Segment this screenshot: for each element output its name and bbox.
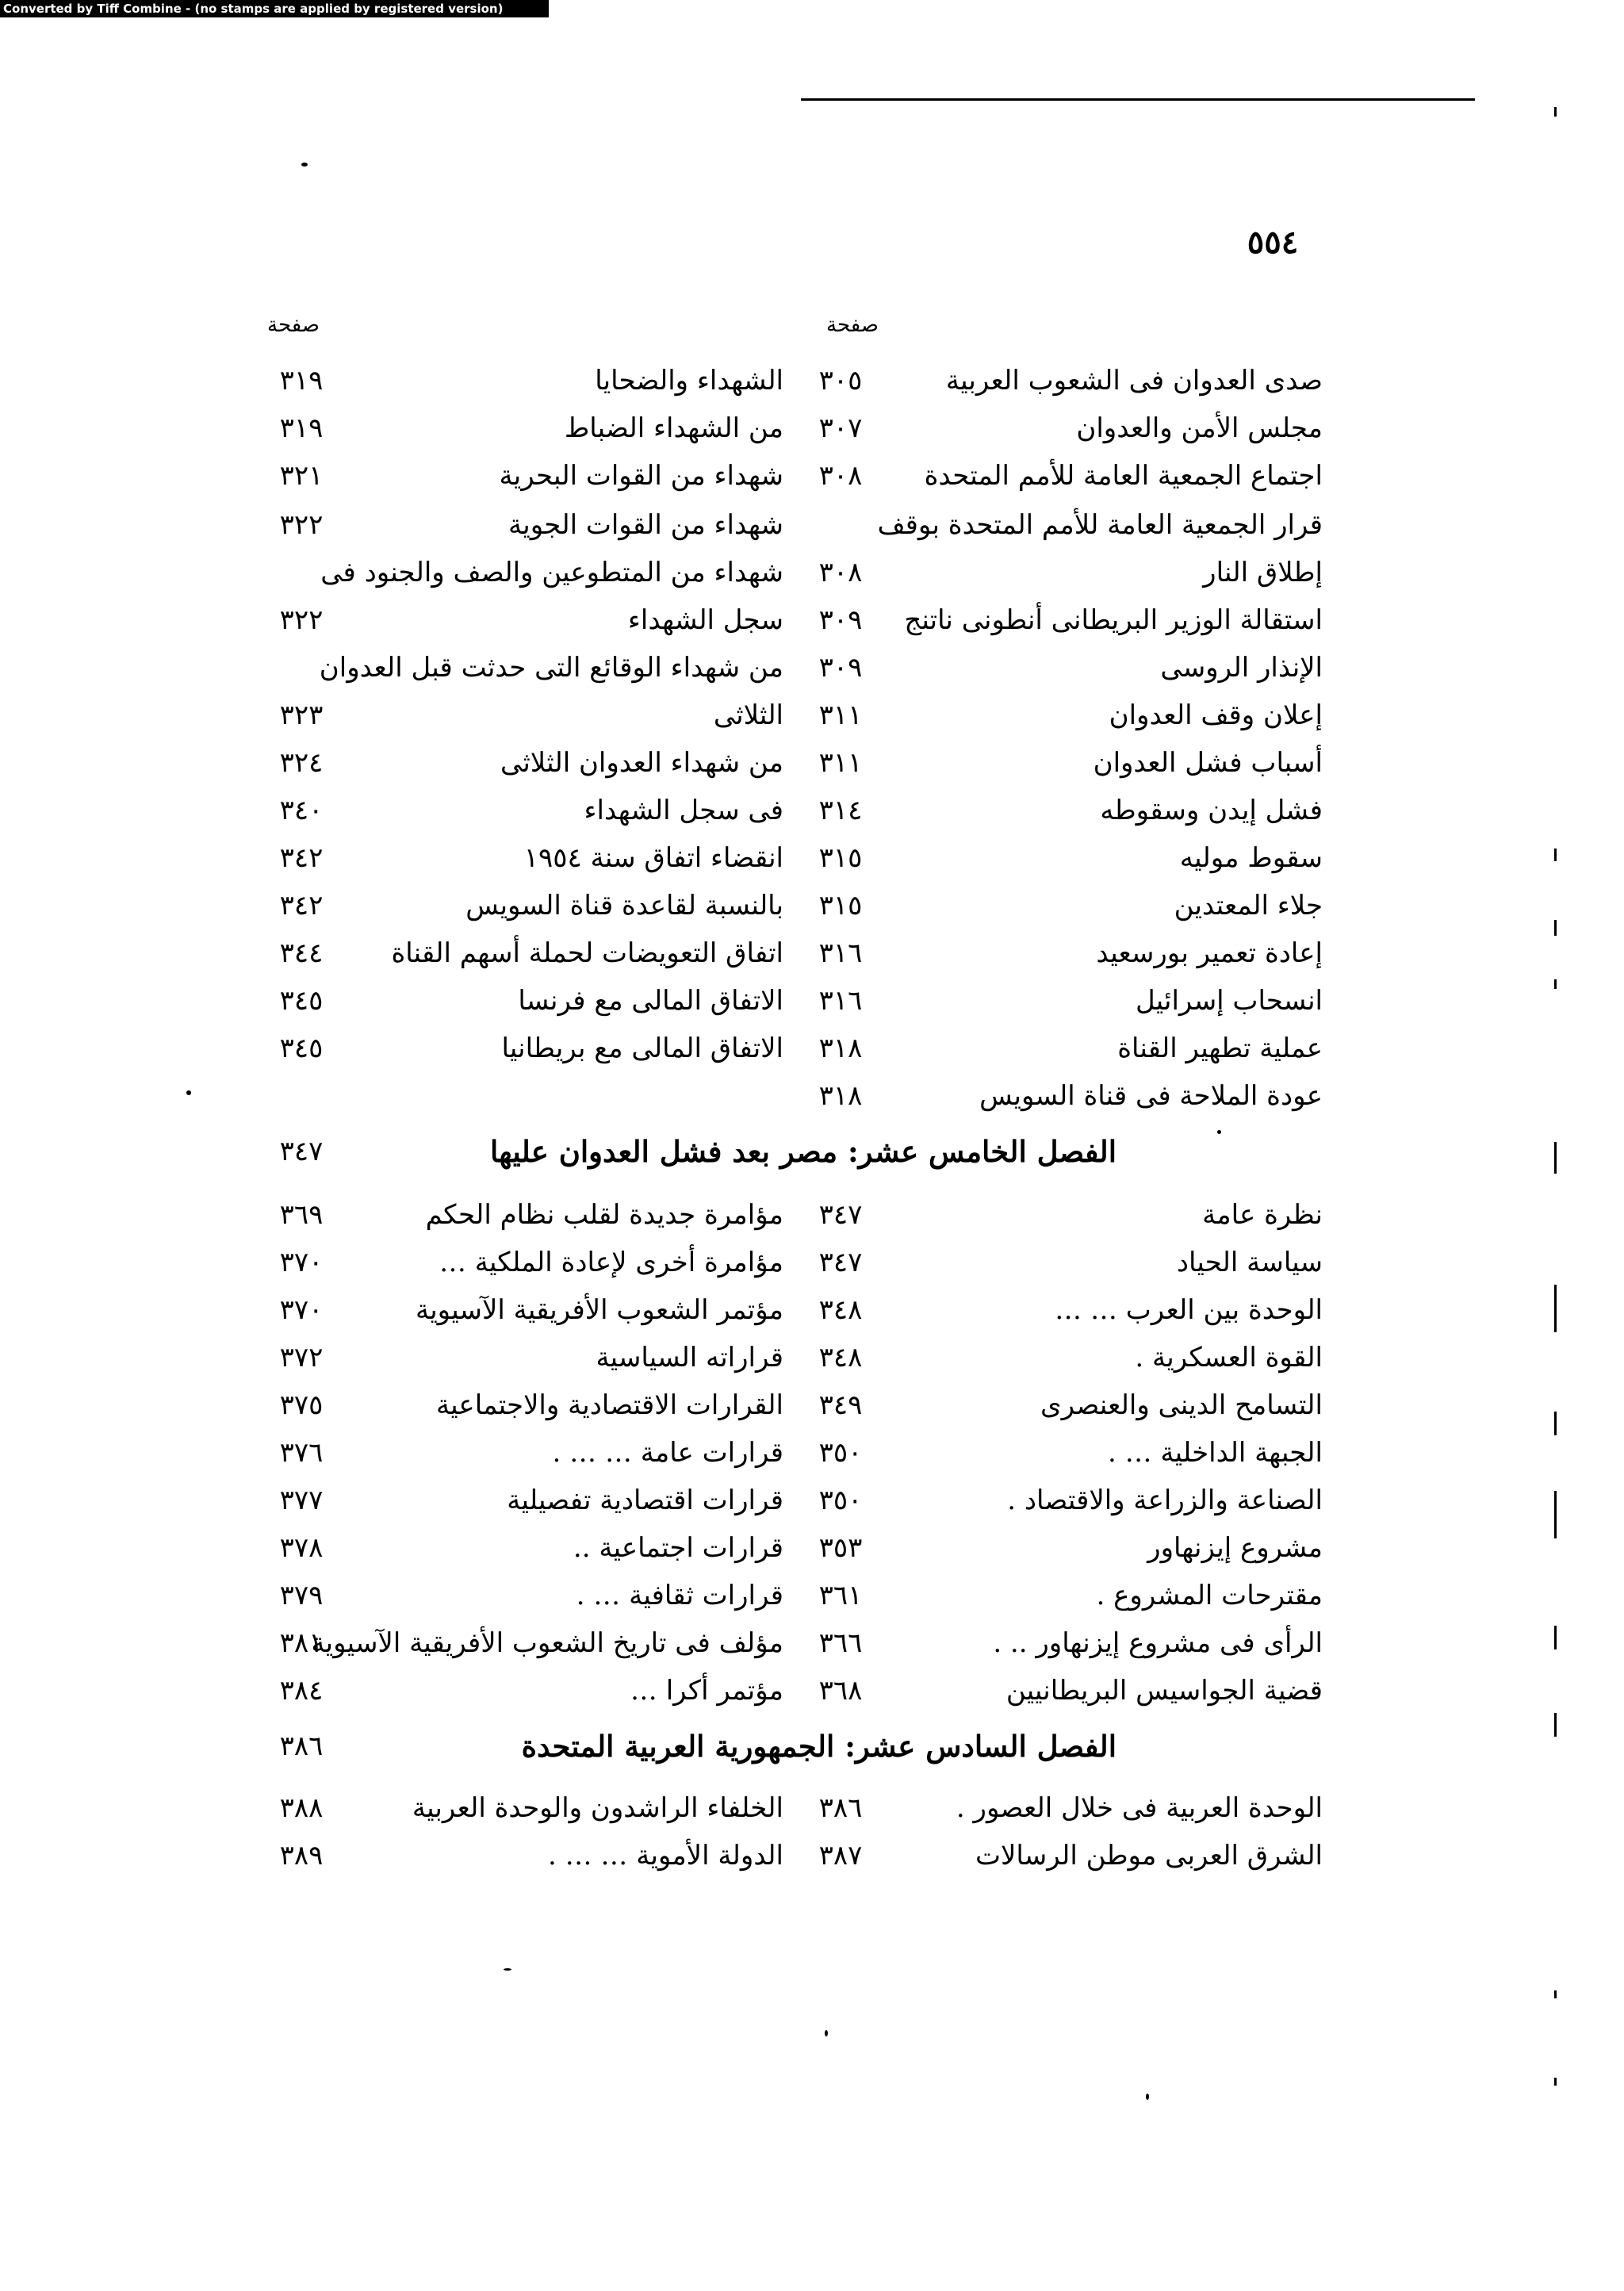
toc-row [0, 787, 1624, 834]
toc-entry-page: ٣٠٨ [818, 557, 863, 588]
toc-entry-title: إعلان وقف العدوان [1109, 699, 1323, 731]
toc-entry-page: ٣١٩ [279, 412, 324, 444]
toc-entry-page: ٣٤٢ [279, 842, 324, 874]
toc-entry-title: إطلاق النار [1203, 557, 1323, 588]
toc-entry-title: القوة العسكرية . [1135, 1342, 1323, 1373]
toc-entry-title: شهداء من المتطوعين والصف والجنود فى [320, 557, 783, 588]
toc-entry-page: ٣٧٢ [279, 1342, 324, 1373]
toc-entry-title: الإنذار الروسى [1160, 652, 1323, 684]
toc-entry-title: جلاء المعتدين [1174, 890, 1323, 921]
toc-entry-title: قضية الجواسيس البريطانيين [1005, 1675, 1323, 1707]
edge-mark [1554, 2078, 1557, 2086]
toc-entry-title: قرارات اقتصادية تفصيلية [507, 1485, 783, 1516]
toc-row [0, 1572, 1624, 1619]
chapter-page: ٣٤٧ [279, 1136, 324, 1167]
toc-entry-title: من شهداء الوقائع التى حدثت قبل العدوان [319, 652, 783, 684]
left-column-page-header: صفحة [267, 313, 320, 337]
toc-entry-title: الاتفاق المالى مع بريطانيا [501, 1032, 783, 1064]
toc-entry-page: ٣٧٧ [279, 1485, 324, 1516]
toc-entry-title: قرارات اجتماعية .. [573, 1532, 783, 1564]
toc-entry-page: ٣٥٣ [818, 1532, 863, 1564]
toc-entry-page: ٣٦٨ [818, 1675, 863, 1707]
toc-entry-page: ٣٨٨ [279, 1792, 324, 1824]
toc-entry-page: ٣٤٤ [279, 937, 324, 969]
toc-entry-page: ٣٥٠ [818, 1485, 863, 1516]
toc-entry-page: ٣٧٦ [279, 1437, 324, 1469]
toc-entry-page: ٣٨٤ [279, 1675, 324, 1707]
toc-entry-title: بالنسبة لقاعدة قناة السويس [465, 890, 783, 921]
toc-entry-page: ٣٦٦ [818, 1627, 863, 1659]
toc-row [0, 1477, 1624, 1524]
toc-entry-title: اتفاق التعويضات لحملة أسهم القناة [391, 937, 783, 969]
toc-entry-page: ٣٨٩ [279, 1840, 324, 1871]
header-rule [801, 98, 1475, 101]
edge-mark [1554, 1412, 1557, 1435]
toc-entry-title: سقوط موليه [1179, 842, 1323, 874]
toc-entry-title: مقترحات المشروع . [1096, 1580, 1323, 1611]
toc-row [0, 549, 1624, 596]
toc-entry-page: ٣٠٥ [818, 365, 863, 397]
scan-speck [825, 2030, 828, 2036]
toc-entry-page: ٣١٥ [818, 890, 863, 921]
toc-entry-title: من شهداء العدوان الثلاثى [500, 747, 783, 779]
toc-row [0, 596, 1624, 644]
toc-entry-title: استقالة الوزير البريطانى أنطونى ناتنج [904, 604, 1323, 636]
toc-entry-page: ٣٧٨ [279, 1532, 324, 1564]
toc-entry-page: ٣٤٢ [279, 890, 324, 921]
chapter-title: الفصل السادس عشر: الجمهورية العربية المتحدة [521, 1729, 1116, 1764]
toc-entry-title: الوحدة العربية فى خلال العصور . [956, 1792, 1323, 1824]
toc-entry-page: ٣١٦ [818, 937, 863, 969]
toc-entry-title: الرأى فى مشروع إيزنهاور .. . [993, 1627, 1323, 1659]
toc-entry-title: الصناعة والزراعة والاقتصاد . [1007, 1485, 1323, 1516]
toc-entry-title: أسباب فشل العدوان [1093, 747, 1323, 779]
toc-entry-title: شهداء من القوات البحرية [499, 460, 783, 492]
toc-row [0, 1619, 1624, 1667]
toc-entry-page: ٣١٩ [279, 365, 324, 397]
toc-entry-page: ٣١١ [818, 699, 863, 731]
scan-speck [1146, 2094, 1149, 2100]
toc-entry-title: مؤامرة جديدة لقلب نظام الحكم [425, 1199, 783, 1231]
right-column-page-header: صفحة [826, 313, 879, 337]
toc-entry-title: اجتماع الجمعية العامة للأمم المتحدة [924, 460, 1323, 492]
scan-speck [301, 163, 308, 167]
toc-row [0, 1524, 1624, 1572]
toc-entry-title: انسحاب إسرائيل [1136, 985, 1323, 1017]
toc-entry-title: الشهداء والضحايا [595, 365, 783, 397]
chapter-heading [0, 1126, 1624, 1177]
toc-entry-title: صدى العدوان فى الشعوب العربية [945, 365, 1323, 397]
toc-row [0, 404, 1624, 452]
chapter-title: الفصل الخامس عشر: مصر بعد فشل العدوان عليها [490, 1134, 1116, 1169]
toc-row [0, 501, 1624, 549]
toc-entry-title: مؤامرة أخرى لإعادة الملكية … [439, 1247, 783, 1278]
edge-mark [1554, 849, 1557, 861]
toc-entry-page: ٣٢٤ [279, 747, 324, 779]
toc-row [0, 1239, 1624, 1286]
toc-entry-title: قرارات عامة … … . [552, 1437, 783, 1469]
toc-row [0, 692, 1624, 739]
toc-entry-title: سجل الشهداء [627, 604, 783, 636]
toc-row [0, 1667, 1624, 1714]
toc-entry-page: ٣٨٦ [818, 1792, 863, 1824]
toc-entry-title: انقضاء اتفاق سنة ١٩٥٤ [523, 842, 783, 874]
toc-entry-page: ٣٧٩ [279, 1580, 324, 1611]
edge-mark [1554, 1491, 1557, 1538]
toc-entry-page: ٣١٤ [818, 795, 863, 826]
toc-entry-title: مؤلف فى تاريخ الشعوب الأفريقية الآسيوية [311, 1627, 783, 1659]
toc-entry-page: ٣١٨ [818, 1032, 863, 1064]
toc-entry-title: الوحدة بين العرب … … [1055, 1294, 1323, 1326]
toc-entry-page: ٣٤٧ [818, 1199, 863, 1231]
toc-entry-title: الشرق العربى موطن الرسالات [975, 1840, 1323, 1871]
toc-row [0, 977, 1624, 1025]
edge-mark [1554, 1990, 1557, 1998]
toc-entry-title: قرارات ثقافية … . [576, 1580, 783, 1611]
scan-speck [186, 1090, 191, 1095]
edge-mark [1554, 107, 1557, 117]
toc-entry-page: ٣٤٩ [818, 1389, 863, 1421]
toc-entry-title: الدولة الأموية … … . [547, 1840, 783, 1871]
toc-entry-page: ٣٤٨ [818, 1342, 863, 1373]
toc-row [0, 1072, 1624, 1120]
edge-mark [1554, 920, 1557, 936]
toc-entry-page: ٣٢١ [279, 460, 324, 492]
toc-entry-page: ٣٤٥ [279, 985, 324, 1017]
toc-entry-page: ٣٤٧ [818, 1247, 863, 1278]
toc-entry-title: قرار الجمعية العامة للأمم المتحدة بوقف [877, 509, 1323, 541]
toc-entry-page: ٣١١ [818, 747, 863, 779]
toc-row [0, 644, 1624, 692]
toc-row [0, 1784, 1624, 1832]
toc-entry-page: ٣٠٩ [818, 652, 863, 684]
toc-entry-title: التسامح الدينى والعنصرى [1040, 1389, 1323, 1421]
toc-entry-page: ٣٨٧ [818, 1840, 863, 1871]
toc-row [0, 1286, 1624, 1334]
chapter-heading [0, 1721, 1624, 1772]
toc-row [0, 1832, 1624, 1879]
toc-entry-title: مشروع إيزنهاور [1147, 1532, 1323, 1564]
toc-entry-page: ٣١٨ [818, 1080, 863, 1112]
toc-entry-title: مؤتمر أكرا … [630, 1675, 783, 1707]
toc-entry-page: ٣٢٣ [279, 699, 324, 731]
toc-entry-title: الاتفاق المالى مع فرنسا [518, 985, 783, 1017]
toc-row [0, 1191, 1624, 1239]
toc-row [0, 882, 1624, 929]
toc-entry-page: ٣٢٢ [279, 509, 324, 541]
page-number: ٥٥٤ [1247, 224, 1299, 261]
edge-mark [1554, 1626, 1557, 1649]
toc-entry-page: ٣٧٠ [279, 1247, 324, 1278]
toc-entry-page: ٣٧٥ [279, 1389, 324, 1421]
toc-entry-title: فشل إيدن وسقوطه [1100, 795, 1323, 826]
toc-row [0, 1334, 1624, 1381]
toc-row [0, 357, 1624, 404]
toc-entry-title: مؤتمر الشعوب الأفريقية الآسيوية [415, 1294, 783, 1326]
edge-mark [1554, 1142, 1557, 1174]
toc-entry-page: ٣٤٥ [279, 1032, 324, 1064]
toc-entry-page: ٣٦١ [818, 1580, 863, 1611]
toc-entry-title: نظرة عامة [1202, 1199, 1323, 1231]
toc-entry-page: ٣٨١ [279, 1627, 324, 1659]
toc-entry-title: من الشهداء الضباط [564, 412, 783, 444]
toc-entry-title: قراراته السياسية [596, 1342, 783, 1373]
toc-entry-title: الثلاثى [713, 699, 783, 731]
toc-entry-page: ٣٠٨ [818, 460, 863, 492]
edge-mark [1554, 1285, 1557, 1332]
toc-entry-title: الجبهة الداخلية … . [1107, 1437, 1323, 1469]
converter-banner: Converted by Tiff Combine - (no stamps are applied by registered version) [0, 0, 549, 17]
toc-entry-page: ٣٥٠ [818, 1437, 863, 1469]
toc-entry-title: الخلفاء الراشدون والوحدة العربية [412, 1792, 783, 1824]
toc-entry-title: إعادة تعمير بورسعيد [1096, 937, 1323, 969]
edge-mark [1554, 1713, 1557, 1737]
chapter-page: ٣٨٦ [279, 1730, 324, 1762]
toc-entry-title: القرارات الاقتصادية والاجتماعية [435, 1389, 783, 1421]
toc-row [0, 1429, 1624, 1477]
toc-row [0, 1381, 1624, 1429]
toc-entry-page: ٣٢٢ [279, 604, 324, 636]
toc-row [0, 1025, 1624, 1072]
toc-entry-page: ٣٤٠ [279, 795, 324, 826]
toc-row [0, 834, 1624, 882]
toc-row [0, 929, 1624, 977]
toc-entry-title: فى سجل الشهداء [584, 795, 783, 826]
toc-entry-page: ٣٤٨ [818, 1294, 863, 1326]
toc-entry-page: ٣٧٠ [279, 1294, 324, 1326]
toc-entry-page: ٣٦٩ [279, 1199, 324, 1231]
toc-entry-title: مجلس الأمن والعدوان [1076, 412, 1323, 444]
toc-entry-title: عملية تطهير القناة [1117, 1032, 1323, 1064]
toc-entry-page: ٣٠٧ [818, 412, 863, 444]
toc-entry-page: ٣٠٩ [818, 604, 863, 636]
toc-entry-title: عودة الملاحة فى قناة السويس [979, 1080, 1323, 1112]
toc-entry-page: ٣١٥ [818, 842, 863, 874]
scan-speck [504, 1968, 511, 1971]
toc-row [0, 452, 1624, 500]
edge-mark [1554, 979, 1557, 989]
toc-entry-title: شهداء من القوات الجوية [508, 509, 783, 541]
toc-entry-page: ٣١٦ [818, 985, 863, 1017]
toc-entry-title: سياسة الحياد [1176, 1247, 1323, 1278]
scan-speck [1217, 1130, 1221, 1134]
toc-row [0, 739, 1624, 787]
